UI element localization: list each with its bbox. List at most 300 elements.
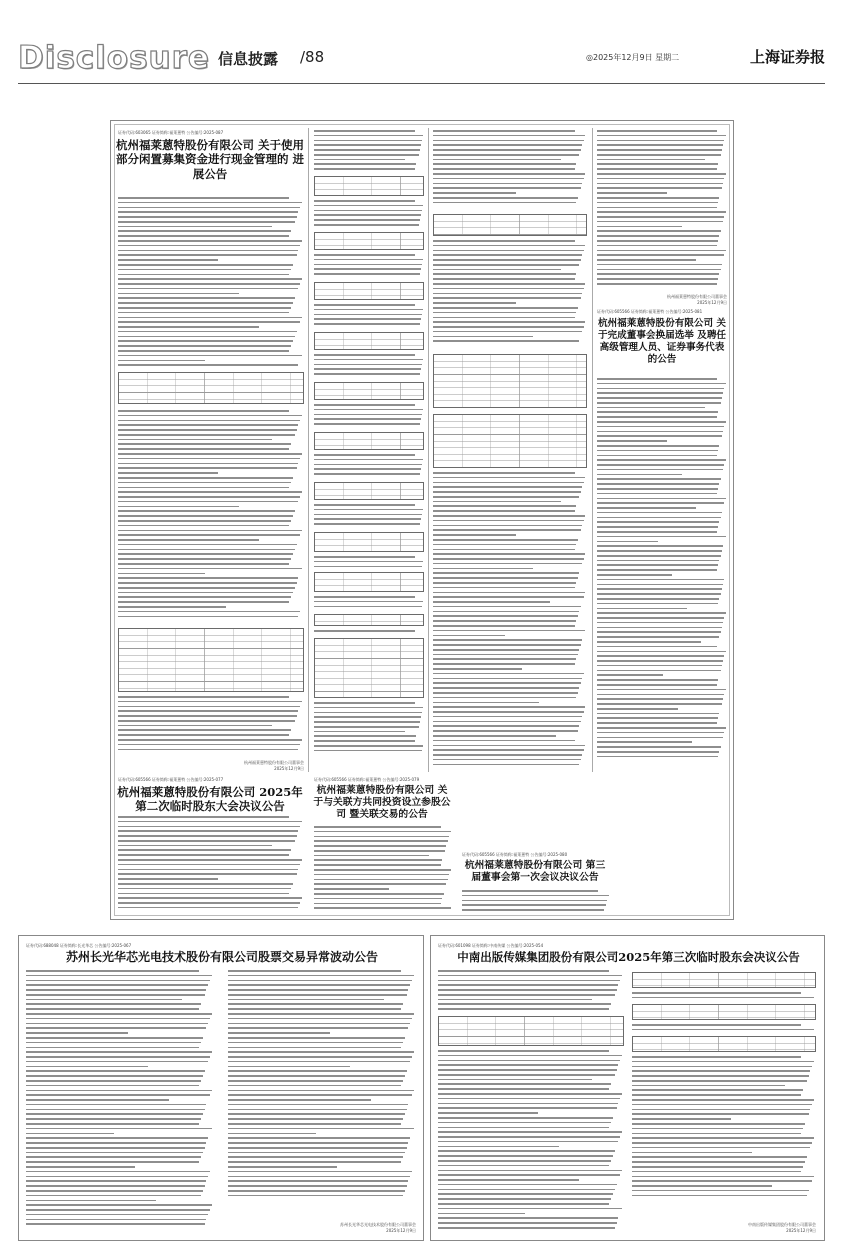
text-line	[26, 1195, 201, 1197]
notice-meta: 证券代码:688048 证券简称:长光华芯 公告编号:2025-067	[26, 943, 132, 948]
text-line	[228, 1137, 410, 1139]
issue-date: ◎2025年12月9日 星期二	[586, 53, 680, 62]
notice-title: 杭州福莱蒽特股份有限公司 关于与关联方共同投资设立参股公司 暨关联交易的公告	[313, 785, 451, 821]
notice-meta: 证券代码:605566 证券简称:福莱蒽特 公告编号:2025-081	[597, 309, 703, 314]
text-line	[597, 397, 722, 399]
text-line	[314, 214, 421, 216]
data-table	[314, 382, 424, 400]
text-line	[118, 720, 295, 722]
text-line	[228, 1037, 405, 1039]
text-line	[118, 312, 289, 314]
text-line	[118, 616, 298, 618]
text-line	[433, 240, 575, 242]
text-line	[438, 999, 592, 1001]
text-line	[26, 1003, 201, 1005]
text-line	[438, 1064, 618, 1066]
text-line	[597, 235, 719, 237]
text-line	[314, 883, 446, 885]
text-line	[26, 1047, 199, 1049]
text-line	[433, 297, 581, 299]
text-line	[118, 558, 291, 560]
text-line	[118, 496, 300, 498]
text-line	[632, 1104, 812, 1106]
data-table	[314, 332, 424, 350]
text-line	[228, 1180, 408, 1182]
text-line	[118, 506, 239, 508]
text-line	[118, 749, 298, 751]
text-line	[118, 221, 295, 223]
text-line	[314, 368, 421, 370]
text-line	[314, 168, 415, 170]
masthead	[18, 38, 825, 78]
data-table	[314, 432, 424, 450]
text-line	[118, 869, 298, 871]
text-line	[597, 240, 718, 242]
text-line	[314, 831, 451, 833]
text-line	[26, 1133, 114, 1135]
data-table	[314, 232, 424, 250]
text-line	[438, 1136, 620, 1138]
text-line	[433, 764, 579, 766]
text-line	[438, 1112, 538, 1114]
text-line	[433, 140, 584, 142]
text-line	[314, 726, 419, 728]
text-line	[118, 592, 293, 594]
text-line	[433, 539, 578, 541]
notice-body	[314, 596, 424, 612]
text-line	[438, 975, 622, 977]
text-line	[314, 364, 422, 366]
text-line	[228, 1166, 337, 1168]
text-line	[597, 651, 726, 653]
text-line	[433, 340, 579, 342]
text-line	[438, 1122, 611, 1124]
text-line	[228, 1047, 401, 1049]
text-line	[433, 740, 575, 742]
text-line	[228, 1070, 407, 1072]
text-line	[438, 989, 617, 991]
header-rule	[18, 83, 825, 84]
text-line	[597, 178, 724, 180]
text-line	[433, 317, 575, 319]
text-line	[26, 1137, 208, 1139]
notice-body	[314, 504, 424, 530]
text-line	[228, 1152, 405, 1154]
text-line	[118, 849, 291, 851]
text-line	[597, 751, 719, 753]
text-line	[314, 518, 421, 520]
text-line	[597, 474, 682, 476]
text-line	[118, 302, 293, 304]
text-line	[632, 1137, 814, 1139]
notice-body	[118, 197, 304, 371]
text-line	[438, 1117, 613, 1119]
text-line	[597, 154, 721, 156]
text-line	[433, 544, 576, 546]
text-line	[228, 1133, 316, 1135]
notice-body	[314, 454, 424, 480]
text-line	[118, 264, 293, 266]
text-line	[118, 278, 302, 280]
text-line	[26, 1209, 210, 1211]
text-line	[314, 523, 420, 525]
text-line	[433, 302, 516, 304]
text-line	[118, 240, 302, 242]
text-line	[632, 1024, 801, 1026]
text-line	[433, 711, 584, 713]
text-line	[438, 1003, 611, 1005]
text-line	[597, 536, 726, 538]
text-line	[438, 1165, 609, 1167]
notice-body	[314, 630, 424, 636]
text-line	[597, 207, 717, 209]
notice-date: 2025年12月9日	[274, 766, 304, 771]
text-line	[632, 1171, 801, 1173]
text-line	[433, 163, 576, 165]
text-line	[118, 907, 298, 909]
text-line	[433, 472, 575, 474]
text-line	[118, 211, 298, 213]
text-line	[597, 273, 719, 275]
section-title: 信息披露	[218, 50, 279, 68]
notice-body	[433, 472, 587, 772]
data-table	[314, 176, 424, 196]
text-line	[118, 864, 300, 866]
text-line	[632, 1085, 785, 1087]
text-line	[438, 1160, 611, 1162]
text-line	[118, 715, 297, 717]
text-line	[118, 563, 289, 565]
notice-title: 杭州福莱蒽特股份有限公司 关于使用部分闲置募集资金进行现金管理的 进展公告	[116, 138, 305, 181]
text-line	[118, 439, 272, 441]
text-line	[597, 560, 719, 562]
data-table	[438, 1016, 624, 1046]
text-line	[438, 1184, 617, 1186]
data-table	[632, 1004, 816, 1020]
notice-body	[228, 970, 416, 1208]
text-line	[314, 354, 415, 356]
notice-body	[438, 970, 624, 1014]
text-line	[314, 735, 416, 737]
text-line	[438, 1079, 592, 1081]
text-line	[597, 526, 718, 528]
notice-date: 2025年12月9日	[786, 1228, 816, 1233]
text-line	[314, 874, 449, 876]
text-line	[118, 410, 289, 412]
text-line	[314, 606, 422, 608]
text-line	[597, 388, 724, 390]
text-line	[438, 1217, 618, 1219]
text-line	[118, 582, 297, 584]
text-line	[433, 749, 584, 751]
text-line	[597, 646, 717, 648]
notice-body	[632, 992, 816, 1002]
notice-meta: 证券代码:605566 证券简称:福莱蒽特 公告编号:2025-080	[462, 852, 568, 857]
text-line	[433, 269, 561, 271]
text-line	[118, 230, 291, 232]
text-line	[438, 1055, 622, 1057]
text-line	[314, 135, 423, 137]
text-line	[118, 226, 272, 228]
text-line	[597, 140, 724, 142]
text-line	[228, 1099, 371, 1101]
brand-logo: Disclosure	[18, 40, 210, 76]
text-line	[438, 1198, 611, 1200]
text-line	[26, 1056, 210, 1058]
text-line	[26, 1204, 212, 1206]
text-line	[433, 520, 584, 522]
text-line	[597, 144, 723, 146]
data-table	[314, 482, 424, 500]
text-line	[433, 644, 581, 646]
text-line	[118, 274, 289, 276]
text-line	[26, 1142, 206, 1144]
text-line	[26, 1200, 156, 1202]
text-line	[118, 443, 291, 445]
text-line	[597, 278, 718, 280]
column-rule	[428, 128, 429, 772]
text-line	[118, 345, 291, 347]
text-line	[597, 149, 722, 151]
text-line	[632, 1166, 803, 1168]
text-line	[597, 521, 719, 523]
text-line	[314, 566, 422, 568]
text-line	[632, 1147, 810, 1149]
text-line	[597, 717, 718, 719]
text-line	[314, 836, 449, 838]
text-line	[26, 1008, 199, 1010]
text-line	[26, 1018, 210, 1020]
text-line	[118, 350, 289, 352]
text-line	[26, 1080, 201, 1082]
text-line	[438, 994, 615, 996]
text-line	[118, 826, 300, 828]
text-line	[118, 340, 293, 342]
text-line	[118, 448, 289, 450]
text-line	[438, 1050, 609, 1052]
text-line	[433, 620, 576, 622]
text-line	[597, 402, 721, 404]
text-line	[597, 665, 722, 667]
text-line	[118, 472, 218, 474]
text-line	[597, 507, 696, 509]
text-line	[228, 1085, 401, 1087]
text-line	[118, 283, 300, 285]
text-line	[314, 702, 415, 704]
text-line	[433, 250, 584, 252]
text-line	[438, 1008, 609, 1010]
text-line	[228, 970, 401, 972]
text-line	[597, 464, 724, 466]
text-line	[118, 216, 297, 218]
text-line	[632, 1099, 814, 1101]
notice-body	[314, 254, 424, 280]
text-line	[597, 226, 682, 228]
text-line	[433, 663, 575, 665]
text-line	[118, 549, 295, 551]
text-line	[597, 426, 724, 428]
text-line	[26, 1180, 206, 1182]
text-line	[433, 725, 579, 727]
data-table	[118, 628, 304, 692]
text-line	[438, 1088, 609, 1090]
text-line	[118, 696, 289, 698]
text-line	[228, 1042, 403, 1044]
text-line	[26, 1147, 205, 1149]
notice-signer: 杭州福莱蒽特股份有限公司董事会	[244, 760, 304, 765]
data-table	[433, 214, 587, 236]
text-line	[118, 587, 295, 589]
text-line	[433, 730, 578, 732]
text-line	[228, 1051, 414, 1053]
text-line	[314, 359, 423, 361]
text-line	[433, 183, 582, 185]
text-line	[118, 897, 302, 899]
column-rule	[308, 128, 309, 772]
text-line	[597, 574, 672, 576]
text-line	[118, 577, 298, 579]
text-line	[228, 1056, 412, 1058]
text-line	[314, 556, 415, 558]
text-line	[26, 1037, 203, 1039]
data-table	[314, 282, 424, 300]
text-line	[438, 1107, 617, 1109]
text-line	[597, 541, 658, 543]
text-line	[118, 429, 297, 431]
text-line	[118, 491, 302, 493]
text-line	[597, 488, 718, 490]
text-line	[597, 392, 723, 394]
text-line	[118, 893, 289, 895]
text-line	[433, 130, 575, 132]
text-line	[632, 1056, 801, 1058]
text-line	[26, 970, 199, 972]
text-line	[632, 1133, 801, 1135]
data-table	[433, 414, 587, 468]
text-line	[632, 1176, 814, 1178]
text-line	[228, 980, 412, 982]
text-line	[26, 1042, 201, 1044]
text-line	[118, 424, 298, 426]
text-line	[118, 710, 298, 712]
text-line	[597, 135, 726, 137]
data-table	[632, 972, 816, 988]
text-line	[26, 1032, 128, 1034]
notice-body	[433, 130, 587, 210]
text-line	[118, 601, 289, 603]
newspaper-name: 上海证券报	[749, 48, 825, 66]
text-line	[26, 1109, 205, 1111]
text-line	[597, 416, 717, 418]
text-line	[433, 654, 578, 656]
text-line	[228, 999, 384, 1001]
text-line	[314, 707, 423, 709]
text-line	[597, 617, 724, 619]
text-line	[433, 678, 582, 680]
text-line	[433, 321, 585, 323]
text-line	[118, 463, 298, 465]
text-line	[597, 708, 678, 710]
text-line	[228, 1094, 412, 1096]
text-line	[228, 1113, 405, 1115]
text-line	[26, 1152, 203, 1154]
text-line	[597, 727, 726, 729]
text-line	[118, 364, 298, 366]
text-line	[118, 207, 300, 209]
text-line	[314, 514, 422, 516]
text-line	[597, 483, 719, 485]
notice-body	[314, 130, 424, 170]
text-line	[433, 549, 575, 551]
text-line	[597, 741, 692, 743]
text-line	[597, 737, 723, 739]
text-line	[433, 563, 582, 565]
text-line	[118, 259, 218, 261]
text-line	[228, 975, 414, 977]
text-line	[433, 745, 585, 747]
text-line	[433, 735, 556, 737]
text-line	[597, 698, 723, 700]
text-line	[632, 1061, 814, 1063]
text-line	[433, 687, 579, 689]
text-line	[228, 1027, 408, 1029]
text-line	[118, 553, 293, 555]
text-line	[314, 373, 420, 375]
text-line	[118, 245, 300, 247]
text-line	[597, 445, 719, 447]
text-line	[597, 517, 721, 519]
text-line	[438, 1093, 622, 1095]
notice-body	[314, 826, 452, 916]
text-line	[118, 596, 291, 598]
notice-body	[314, 354, 424, 380]
text-line	[26, 1023, 208, 1025]
text-line	[632, 1075, 809, 1077]
text-line	[433, 259, 581, 261]
text-line	[228, 1147, 407, 1149]
text-line	[433, 331, 582, 333]
text-line	[433, 592, 585, 594]
text-line	[26, 1099, 169, 1101]
text-line	[314, 879, 448, 881]
text-line	[26, 1161, 199, 1163]
text-line	[433, 697, 576, 699]
text-line	[118, 568, 302, 570]
data-table	[314, 532, 424, 552]
text-line	[597, 569, 717, 571]
text-line	[228, 1023, 410, 1025]
text-line	[118, 734, 289, 736]
text-line	[597, 264, 722, 266]
notice-date: 2025年12月9日	[697, 300, 727, 305]
text-line	[118, 534, 300, 536]
text-line	[118, 467, 297, 469]
text-line	[433, 716, 582, 718]
text-line	[118, 510, 295, 512]
notice-title: 杭州福莱蒽特股份有限公司 2025年第二次临时股东大会决议公告	[117, 785, 303, 814]
text-line	[597, 564, 718, 566]
text-line	[26, 1118, 201, 1120]
text-line	[632, 1180, 812, 1182]
text-line	[118, 293, 239, 295]
text-line	[597, 421, 726, 423]
text-line	[26, 1128, 212, 1130]
text-line	[433, 197, 578, 199]
text-line	[228, 1185, 407, 1187]
text-line	[632, 1190, 809, 1192]
text-line	[314, 149, 420, 151]
text-line	[314, 309, 423, 311]
